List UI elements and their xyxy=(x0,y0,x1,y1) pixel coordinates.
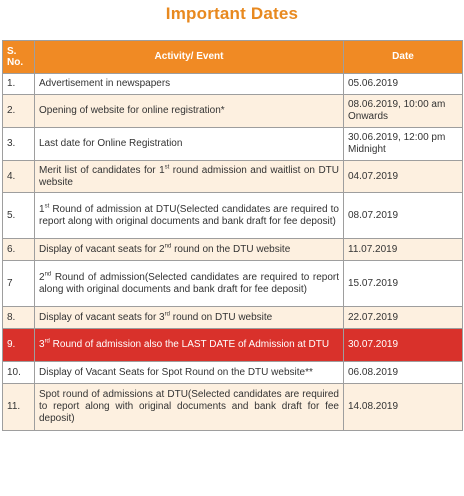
table-row xyxy=(3,161,463,193)
row-date: 11.07.2019 xyxy=(344,239,463,261)
row-sno: 6. xyxy=(3,239,35,261)
table-header-row xyxy=(3,41,463,74)
row-activity: Display of Vacant Seats for Spot Round on the DTU website** xyxy=(35,362,344,384)
table-row xyxy=(3,95,463,128)
important-dates-table xyxy=(2,40,463,431)
row-sno: 4. xyxy=(3,161,35,193)
row-date: 08.06.2019, 10:00 am Onwards xyxy=(344,95,463,128)
row-sno: 2. xyxy=(3,95,35,128)
row-sno: 8. xyxy=(3,307,35,329)
header-activity: Activity/ Event xyxy=(35,41,344,74)
row-date: 30.07.2019 xyxy=(344,329,463,362)
header-date: Date xyxy=(344,41,463,74)
row-sno: 3. xyxy=(3,128,35,161)
row-date: 15.07.2019 xyxy=(344,261,463,307)
row-activity: Advertisement in newspapers xyxy=(35,74,344,95)
row-activity: 2nd Round of admission(Selected candidates are required to report along with original documents and bank draft for fee deposit) xyxy=(35,261,344,307)
row-date: 05.06.2019 xyxy=(344,74,463,95)
table-row-highlighted xyxy=(3,329,463,362)
page-title: Important Dates xyxy=(165,4,299,23)
row-date: 30.06.2019, 12:00 pm Midnight xyxy=(344,128,463,161)
table-row xyxy=(3,193,463,239)
row-activity: Merit list of candidates for 1st round admission and waitlist on DTU website xyxy=(35,161,344,193)
row-sno: 5. xyxy=(3,193,35,239)
row-date: 06.08.2019 xyxy=(344,362,463,384)
row-date: 14.08.2019 xyxy=(344,384,463,431)
row-activity: Display of vacant seats for 2nd round on the DTU website xyxy=(35,239,344,261)
table-row xyxy=(3,74,463,95)
row-sno: 9. xyxy=(3,329,35,362)
row-sno: 7 xyxy=(3,261,35,307)
row-date: 04.07.2019 xyxy=(344,161,463,193)
table-row xyxy=(3,384,463,431)
row-activity: Display of vacant seats for 3rd round on DTU website xyxy=(35,307,344,329)
row-sno: 1. xyxy=(3,74,35,95)
table-row xyxy=(3,239,463,261)
table-row xyxy=(3,307,463,329)
row-date: 08.07.2019 xyxy=(344,193,463,239)
row-activity: Opening of website for online registration* xyxy=(35,95,344,128)
row-activity: 3rd Round of admission also the LAST DATE of Admission at DTU xyxy=(35,329,344,362)
row-activity: 1st Round of admission at DTU(Selected candidates are required to report along with original documents and bank draft for fee deposit) xyxy=(35,193,344,239)
table-row xyxy=(3,362,463,384)
row-sno: 10. xyxy=(3,362,35,384)
table-row xyxy=(3,128,463,161)
table-row xyxy=(3,261,463,307)
row-date: 22.07.2019 xyxy=(344,307,463,329)
row-activity: Last date for Online Registration xyxy=(35,128,344,161)
header-sno: S. No. xyxy=(3,41,35,74)
row-activity: Spot round of admissions at DTU(Selected candidates are required to report along with original documents and bank draft for fee deposit) xyxy=(35,384,344,431)
row-sno: 11. xyxy=(3,384,35,431)
